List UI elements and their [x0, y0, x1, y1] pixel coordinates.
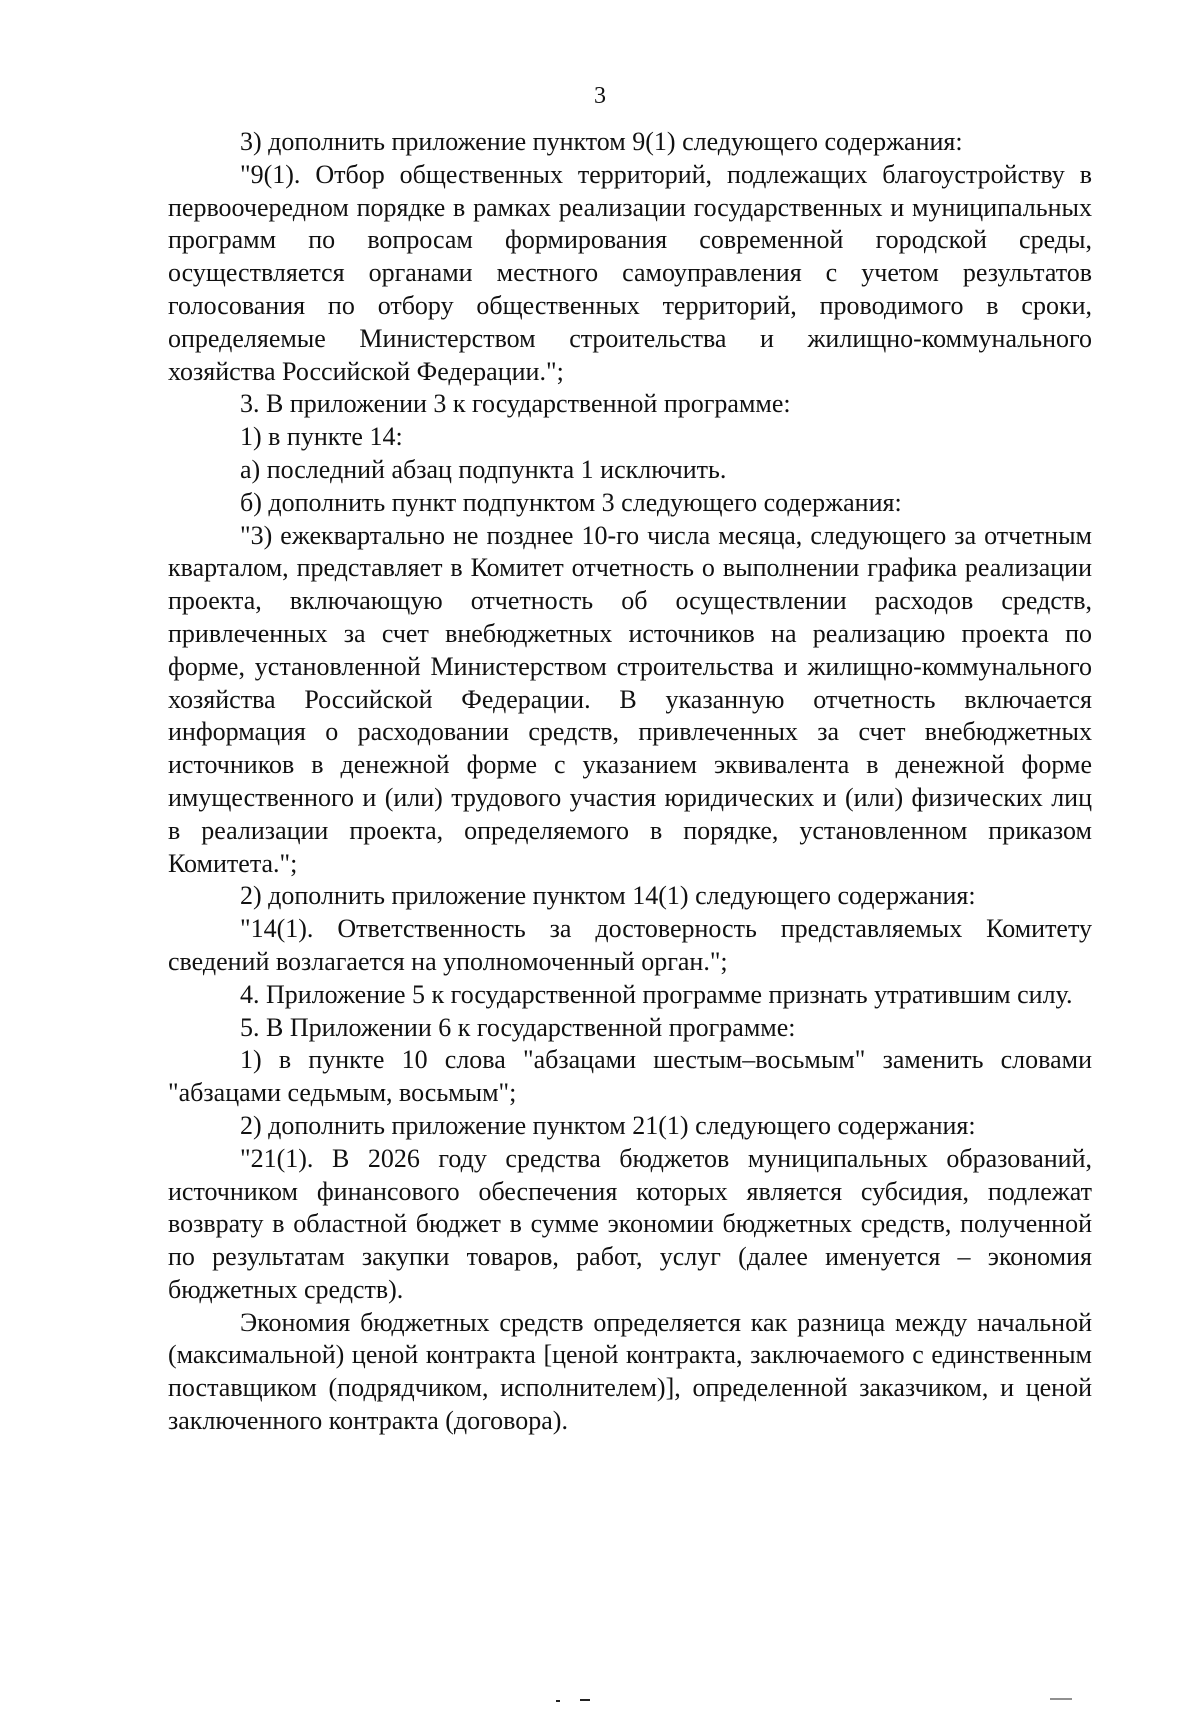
paragraph: Экономия бюджетных средств определяется как разница между начальной (максимальной) ценой контракта [ценой контракта, заключаемого с единственным поставщиком (подрядчиком, исполнителем)], определенной заказчиком, и ценой заключенного контракта (договора). [168, 1307, 1092, 1436]
paragraph: 4. Приложение 5 к государственной программе признать утратившим силу. [240, 979, 1073, 1009]
paragraph: 1) в пункте 14: [240, 422, 403, 452]
scan-artifact [556, 1700, 560, 1702]
paragraph: "21(1). В 2026 году средства бюджетов муниципальных образований, источником финансового обеспечения которых является субсидия, подлежат возврату в областной бюджет в сумме экономии бюджетных средств, полученной по результатам закупки товаров, работ, услуг (далее именуется – экономия бюджетных средств). [168, 1143, 1092, 1304]
paragraph: "9(1). Отбор общественных территорий, подлежащих благоустройству в первоочередном порядке в рамках реализации государственных и муниципальных программ по вопросам формирования современной городской среды, осуществляется органами местного самоуправления с учетом результатов голосования по отбору общественных территорий, проводимого в сроки, определяемые Министерством строительства и жилищно-коммунального хозяйства Российской Федерации."; [168, 159, 1092, 386]
document-body [168, 126, 1092, 1438]
paragraph: 2) дополнить приложение пунктом 21(1) следующего содержания: [240, 1110, 976, 1140]
paragraph: 5. В Приложении 6 к государственной программе: [240, 1012, 796, 1042]
scan-artifact [1050, 1698, 1072, 1700]
paragraph: б) дополнить пункт подпунктом 3 следующего содержания: [240, 487, 902, 517]
scan-artifact [580, 1699, 590, 1701]
paragraph: 3. В приложении 3 к государственной программе: [240, 389, 791, 419]
paragraph: "3) ежеквартально не позднее 10-го числа месяца, следующего за отчетным кварталом, представляет в Комитет отчетность о выполнении графика реализации проекта, включающую отчетность об осуществлении расходов средств, привлеченных за счет внебюджетных источников на реализацию проекта по форме, установленной Министерством строительства и жилищно-коммунального хозяйства Российской Федерации. В указанную отчетность включается информация о расходовании средств, привлеченных за счет внебюджетных источников в денежной форме с указанием эквивалента в денежной форме имущественного и (или) трудового участия юридических и (или) физических лиц в реализации проекта, определяемого в порядке, установленном приказом Комитета."; [168, 520, 1092, 878]
paragraph: 1) в пункте 10 слова "абзацами шестым–восьмым" заменить словами "абзацами седьмым, восьмым"; [168, 1045, 1092, 1108]
paragraph: 2) дополнить приложение пунктом 14(1) следующего содержания: [240, 881, 976, 911]
paragraph: а) последний абзац подпункта 1 исключить. [240, 454, 727, 484]
paragraph: "14(1). Ответственность за достоверность представляемых Комитету сведений возлагается на уполномоченный орган."; [168, 914, 1092, 976]
page-number: 3 [594, 83, 606, 109]
paragraph: 3) дополнить приложение пунктом 9(1) следующего содержания: [240, 127, 963, 156]
